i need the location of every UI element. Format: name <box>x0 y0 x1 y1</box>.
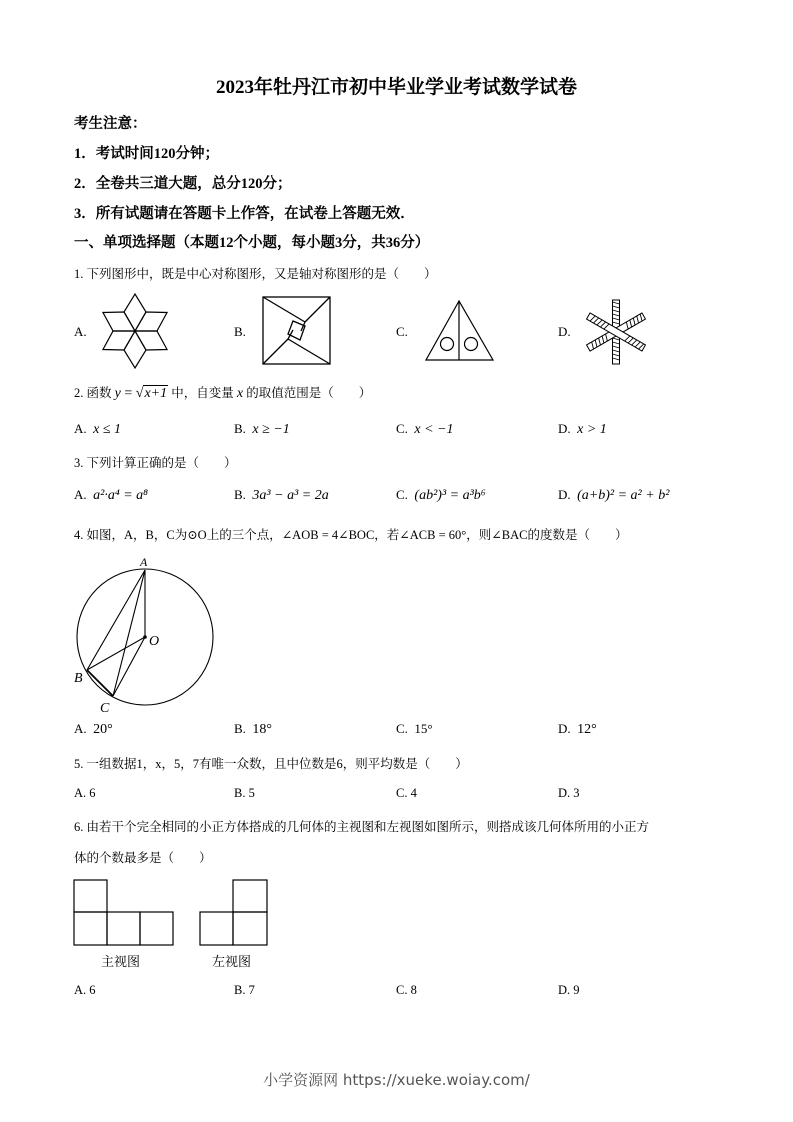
option-value: 18° <box>252 722 273 737</box>
option-value: 3 <box>573 786 580 800</box>
option-label: D. <box>558 421 571 436</box>
option-value: 7 <box>248 983 255 997</box>
left-view-label: 左视图 <box>212 955 252 970</box>
option-label: A. <box>74 786 87 800</box>
q1-option-c-label: C. <box>396 324 408 339</box>
option-value: (ab²)³ = a³b⁶ <box>414 488 486 503</box>
point-b-label: B <box>74 671 83 686</box>
option-label: B. <box>234 421 246 436</box>
q1-option-d-label: D. <box>558 324 571 339</box>
question-text-end: 的取值范围是（ ） <box>246 386 372 400</box>
question-text: 一组数据1，x，5，7有唯一众数，且中位数是6，则平均数是（ ） <box>86 757 468 771</box>
page-title: 2023年牡丹江市初中毕业学业考试数学试卷 <box>215 77 577 98</box>
option-value: 6 <box>89 983 96 997</box>
point-c-label: C <box>100 701 110 716</box>
option-value: 3a³ − a³ = 2a <box>252 488 329 503</box>
question-text: 下列图形中，既是中心对称图形，又是轴对称图形的是（ ） <box>86 267 437 281</box>
option-label: D. <box>558 721 571 736</box>
option-label: B. <box>234 786 246 800</box>
question-text: 下列计算正确的是（ ） <box>86 456 237 470</box>
question-text: 由若干个完全相同的小正方体搭成的几何体的主视图和左视图如图所示，则搭成该几何体所用的小正方 <box>86 820 650 834</box>
q6-option-c <box>396 983 417 998</box>
section-heading: 一、单项选择题（本题12个小题，每小题3分，共36分） <box>74 235 430 251</box>
option-label: B. <box>234 721 246 736</box>
question-number: 1. <box>74 267 84 281</box>
q6-option-a <box>74 983 96 998</box>
question-text: 如图，A，B，C为⊙O上的三个点，∠AOB = 4∠BOC，若∠ACB = 60°，则∠BAC的度数是（ ） <box>86 528 628 542</box>
q6-option-b <box>234 983 255 998</box>
option-label: C. <box>396 721 408 736</box>
variable-x: x <box>236 386 244 401</box>
option-value: 4 <box>410 786 417 800</box>
question-number: 5. <box>74 757 84 771</box>
formula-y: y <box>114 386 121 401</box>
option-label: A. <box>74 487 87 502</box>
option-label: C. <box>396 487 408 502</box>
point-a-label: A <box>140 555 148 569</box>
option-label: B. <box>234 487 246 502</box>
footer-watermark: 小学资源网 https://xueke.woiay.com/ <box>263 1071 530 1089</box>
q6-option-d <box>558 983 580 998</box>
option-value: 6 <box>89 786 96 800</box>
question-number: 4. <box>74 528 84 542</box>
option-label: C. <box>396 421 408 436</box>
option-value: x > 1 <box>577 422 607 437</box>
option-value: 8 <box>410 983 417 997</box>
option-value: 20° <box>93 722 113 737</box>
option-label: D. <box>558 487 571 502</box>
question-text: 体的个数最多是（ ） <box>74 851 212 865</box>
option-value: 15° <box>414 721 433 736</box>
point-o-label: O <box>149 634 160 649</box>
formula-eq: = <box>120 386 136 401</box>
option-label: D. <box>558 983 571 997</box>
question-text-after: 中，自变量 <box>171 386 234 400</box>
notice-heading: 考生注意： <box>74 116 147 132</box>
formula-radicand: x+1 <box>144 386 168 401</box>
front-view-label: 主视图 <box>101 955 141 970</box>
q1-option-b-label: B. <box>234 324 246 339</box>
notice-item-1: 1．考试时间120分钟； <box>74 146 219 162</box>
option-value: 5 <box>248 786 255 800</box>
option-label: C. <box>396 786 408 800</box>
question-number: 6. <box>74 820 84 834</box>
option-value: x ≥ −1 <box>252 422 290 437</box>
notice-item-2: 2．全卷共三道大题，总分120分； <box>74 176 292 192</box>
question-text-before: 函数 <box>86 386 112 400</box>
option-label: C. <box>396 983 408 997</box>
option-value: a²·a⁴ = a⁸ <box>93 488 149 503</box>
option-label: A. <box>74 721 87 736</box>
option-value: 12° <box>577 722 597 737</box>
option-label: A. <box>74 983 87 997</box>
question-number: 3. <box>74 456 84 470</box>
option-value: 9 <box>573 983 580 997</box>
notice-item-3: 3．所有试题请在答题卡上作答，在试卷上答题无效． <box>74 206 415 222</box>
option-label: D. <box>558 786 571 800</box>
option-label: B. <box>234 983 246 997</box>
option-value: x ≤ 1 <box>93 422 122 437</box>
question-number: 2. <box>74 386 84 400</box>
q1-option-a-label: A. <box>74 324 87 339</box>
radical-sign: √ <box>135 386 144 401</box>
option-value: (a+b)² = a² + b² <box>577 488 670 503</box>
option-value: x < −1 <box>414 422 454 437</box>
option-label: A. <box>74 421 87 436</box>
